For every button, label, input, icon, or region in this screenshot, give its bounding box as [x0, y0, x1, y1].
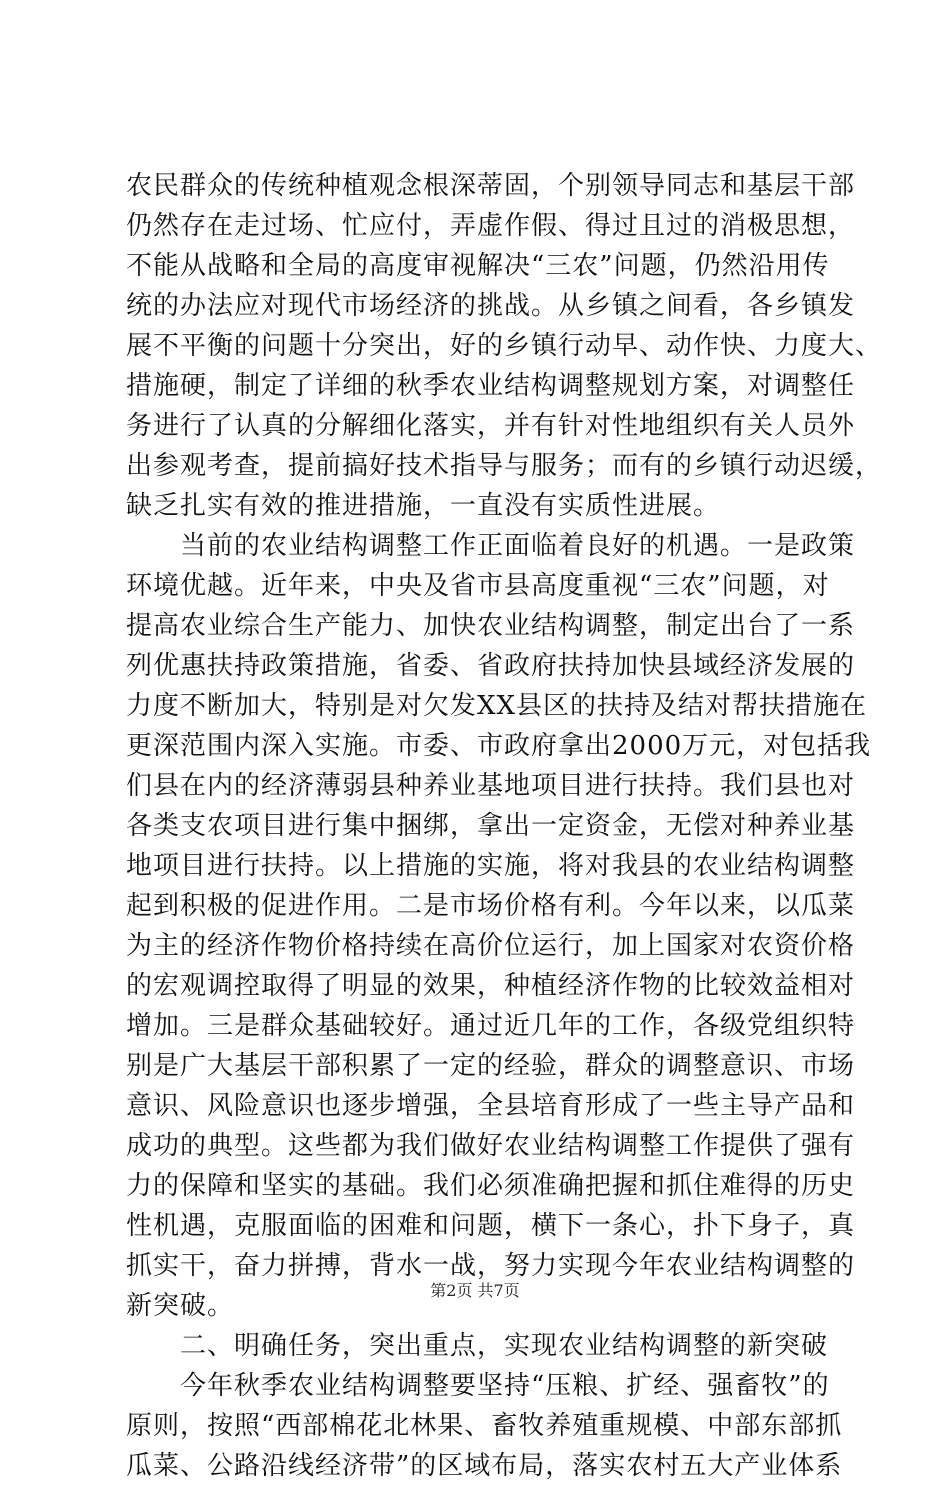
text-line: 农民群众的传统种植观念根深蒂固，个别领导同志和基层干部	[126, 171, 856, 201]
text-line: 缺乏扎实有效的推进措施，一直没有实质性进展。	[126, 491, 721, 521]
text-line: 各类支农项目进行集中捆绑，拿出一定资金，无偿对种养业基	[126, 811, 856, 841]
text-line: 不能从战略和全局的高度审视解决“三农”问题，仍然沿用传	[126, 251, 830, 281]
text-line: 成功的典型。这些都为我们做好农业结构调整工作提供了强有	[126, 1131, 856, 1161]
text-line: 仍然存在走过场、忙应付，弄虚作假、得过且过的消极思想，	[126, 211, 856, 241]
text-line: 更深范围内深入实施。市委、市政府拿出2000万元，对包括我	[126, 731, 872, 761]
text-line: 别是广大基层干部积累了一定的经验，群众的调整意识、市场	[126, 1051, 856, 1081]
text-line: 务进行了认真的分解细化落实，并有针对性地组织有关人员外	[126, 411, 856, 441]
text-line: 新突破。	[126, 1291, 235, 1321]
text-line: 性机遇，克服面临的困难和问题，横下一条心，扑下身子，真	[126, 1211, 856, 1241]
section-heading: 二、明确任务，突出重点，实现农业结构调整的新突破	[126, 1331, 829, 1361]
text-line: 展不平衡的问题十分突出，好的乡镇行动早、动作快、力度大、	[126, 331, 883, 361]
text-line: 意识、风险意识也逐步增强，全县培育形成了一些主导产品和	[126, 1091, 856, 1121]
text-line: 提高农业综合生产能力、加快农业结构调整，制定出台了一系	[126, 611, 856, 641]
text-line: 措施硬，制定了详细的秋季农业结构调整规划方案，对调整任	[126, 371, 856, 401]
text-line: 今年秋季农业结构调整要坚持“压粮、扩经、强畜牧”的	[126, 1371, 830, 1401]
text-line: 力的保障和坚实的基础。我们必须准确把握和抓住难得的历史	[126, 1171, 856, 1201]
text-line: 增加。三是群众基础较好。通过近几年的工作，各级党组织特	[126, 1011, 856, 1041]
text-line: 环境优越。近年来，中央及省市县高度重视“三农”问题，对	[126, 571, 830, 601]
text-line: 原则，按照“西部棉花北林果、畜牧养殖重规模、中部东部抓	[126, 1411, 843, 1441]
text-line: 起到积极的促进作用。二是市场价格有利。今年以来，以瓜菜	[126, 891, 856, 921]
text-line: 的宏观调控取得了明显的效果，种植经济作物的比较效益相对	[126, 971, 856, 1001]
text-line: 力度不断加大，特别是对欠发XX县区的扶持及结对帮扶措施在	[126, 691, 868, 721]
text-line: 出参观考查，提前搞好技术指导与服务；而有的乡镇行动迟缓，	[126, 451, 883, 481]
text-line: 为主的经济作物价格持续在高价位运行，加上国家对农资价格	[126, 931, 856, 961]
text-line: 列优惠扶持政策措施，省委、省政府扶持加快县域经济发展的	[126, 651, 856, 681]
text-line: 当前的农业结构调整工作正面临着良好的机遇。一是政策	[126, 531, 856, 561]
text-line: 们县在内的经济薄弱县种养业基地项目进行扶持。我们县也对	[126, 771, 856, 801]
text-line: 抓实干，奋力拼搏，背水一战，努力实现今年农业结构调整的	[126, 1251, 856, 1281]
text-line: 瓜菜、公路沿线经济带”的区域布局，落实农村五大产业体系	[126, 1451, 843, 1481]
text-line: 地项目进行扶持。以上措施的实施，将对我县的农业结构调整	[126, 851, 856, 881]
text-line: 统的办法应对现代市场经济的挑战。从乡镇之间看，各乡镇发	[126, 291, 856, 321]
page-number: 第2页 共7页	[430, 1281, 520, 1300]
